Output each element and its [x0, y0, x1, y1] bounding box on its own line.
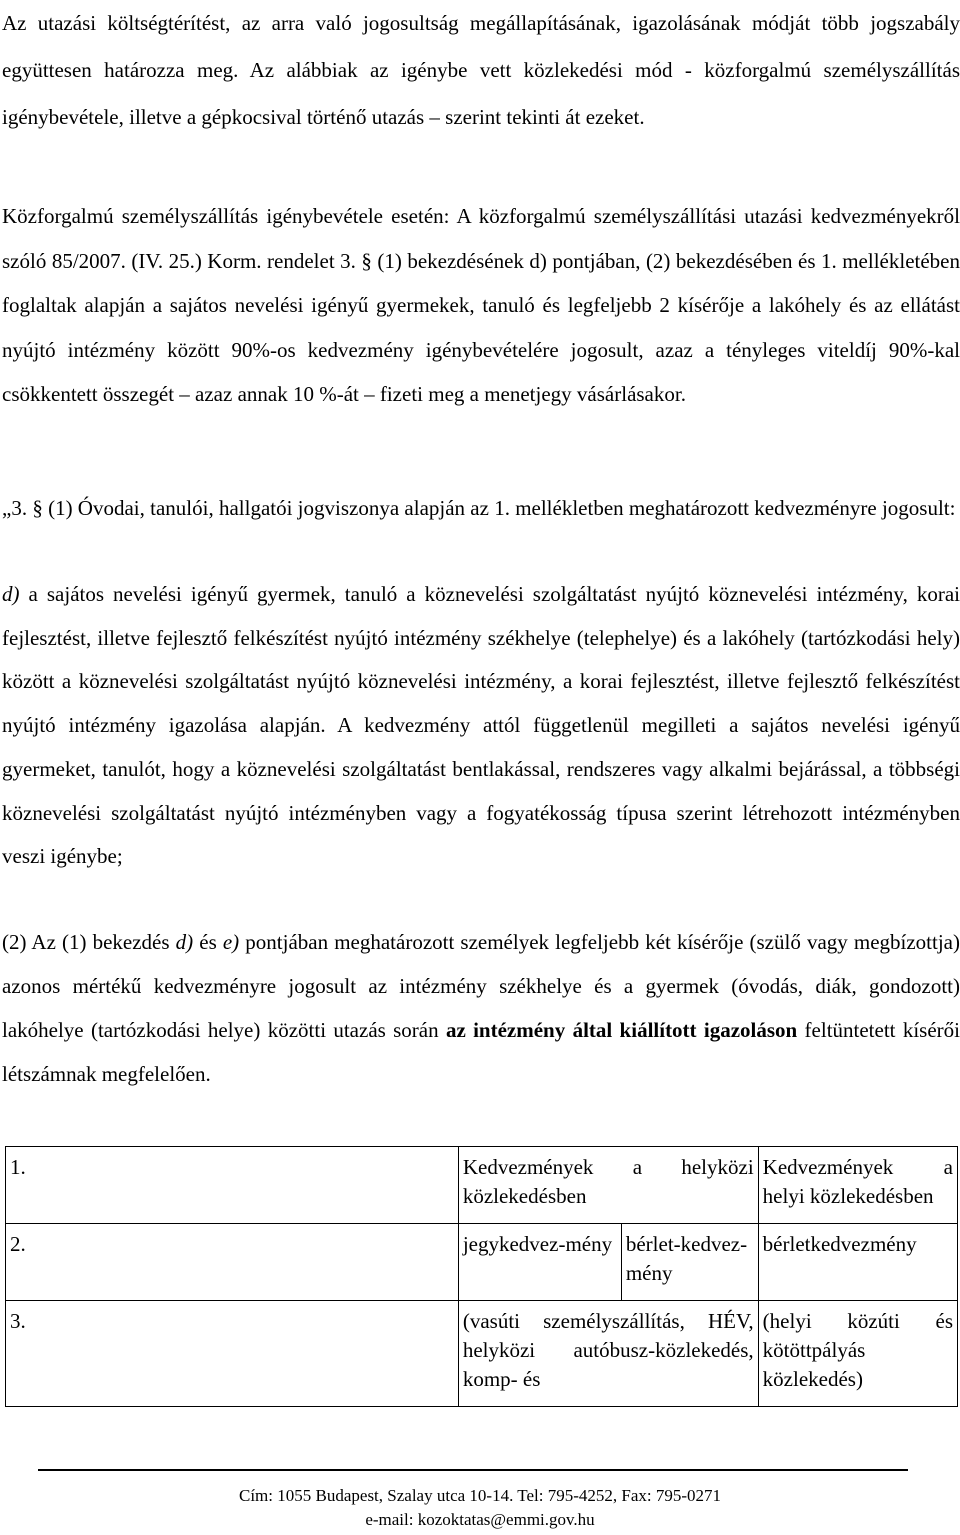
quoted-section-heading: „3. § (1) Óvodai, tanulói, hallgatói jogviszonya alapján az 1. mellékletben meghatározott kedvezményre jogosult:	[2, 496, 956, 520]
table-cell-num: 2.	[6, 1224, 459, 1301]
table-cell-local: bérletkedvezmény	[758, 1224, 957, 1301]
paragraph-2-lead: (2) Az (1) bekezdés	[2, 930, 176, 954]
benefits-table	[5, 1146, 958, 1407]
footer-address: Cím: 1055 Budapest, Szalay utca 10-14. Tel: 795-4252, Fax: 795-0271	[239, 1486, 721, 1505]
table-row	[6, 1147, 958, 1224]
point-d-text: a sajátos nevelési igényű gyermek, tanuló a köznevelési szolgáltatást nyújtó köznevelési intézmény, korai fejlesztést, illetve fejlesztő felkészítést nyújtó intézmény székhelye (telephelye) és a lakóhely (tartózkodási hely) között a köznevelési szolgáltatást nyújtó köznevelési intézmény, a korai fejlesztést, illetve fejlesztő felkészítést nyújtó intézmény igazolása alapján. A kedvezmény attól függetlenül megilleti a sajátos nevelési igényű gyermeket, tanulót, hogy a köznevelési szolgáltatást bentlakással, rendszeres vagy alkalmi bejárással, a többségi köznevelési szolgáltatást nyújtó intézményben vagy a fogyatékosság típusa szerint létrehozott intézményben veszi igénybe;	[2, 582, 960, 869]
point-d-paragraph	[2, 573, 960, 879]
footer-email: e-mail: kozoktatas@emmi.gov.hu	[365, 1510, 595, 1529]
table-cell-local: Kedvezmények a helyi közlekedésben	[758, 1147, 957, 1224]
ref-d: d)	[175, 930, 194, 954]
paragraph-2-and: és	[193, 930, 223, 954]
ref-e: e)	[222, 930, 240, 954]
footer-divider	[38, 1469, 908, 1471]
paragraph-2-bold: az intézmény által kiállított igazoláson	[445, 1018, 798, 1042]
paragraph-2-tail: feltüntetett kísérői létszámnak megfelelően.	[2, 1018, 960, 1086]
table-row	[6, 1301, 958, 1407]
table-cell-local: (helyi közúti és kötöttpályás közlekedés)	[758, 1301, 957, 1407]
paragraph-2-middle: pontjában meghatározott személyek legfeljebb két kísérője (szülő vagy megbízottja) azonos mértékű kedvezményre jogosult az intézmény székhelye és a gyermek (óvodás, diák, gondozott) lakóhelye (tartózkodási helye) közötti utazás során	[2, 930, 960, 1042]
table-row	[6, 1224, 958, 1301]
table-cell-intercity: (vasúti személyszállítás, HÉV, helyközi autóbusz-közlekedés, komp- és	[458, 1301, 758, 1407]
table-cell-num: 3.	[6, 1301, 459, 1407]
table-cell-ticket: jegykedvez-mény	[458, 1224, 621, 1301]
table-cell-num: 1.	[6, 1147, 459, 1224]
paragraph-2	[2, 920, 960, 1096]
public-transport-paragraph: Közforgalmú személyszállítás igénybevétele esetén: A közforgalmú személyszállítási utazási kedvezményekről szóló 85/2007. (IV. 25.) Korm. rendelet 3. § (1) bekezdésének d) pontjában, (2) bekezdésében és 1. mellékletében foglaltak alapján a sajátos nevelési igényű gyermekek, tanuló és legfeljebb 2 kísérője a lakóhely és az ellátást nyújtó intézmény között 90%-os kedvezmény igénybevételére jogosult, azaz a tényleges viteldíj 90%-kal csökkentett összegét – azaz annak 10 %-át – fizeti meg a menetjegy vásárlásakor.	[2, 204, 960, 406]
table-cell-pass: bérlet-kedvez-mény	[621, 1224, 758, 1301]
intro-paragraph: Az utazási költségtérítést, az arra való jogosultság megállapításának, igazolásának módját több jogszabály együttesen határozza meg. Az alábbiak az igénybe vett közlekedési mód - közforgalmú személyszállítás igénybevétele, illetve a gépkocsival történő utazás – szerint tekinti át ezeket.	[2, 11, 960, 129]
point-d-marker: d)	[2, 582, 20, 606]
table-cell-intercity: Kedvezmények a helyközi közlekedésben	[458, 1147, 758, 1224]
